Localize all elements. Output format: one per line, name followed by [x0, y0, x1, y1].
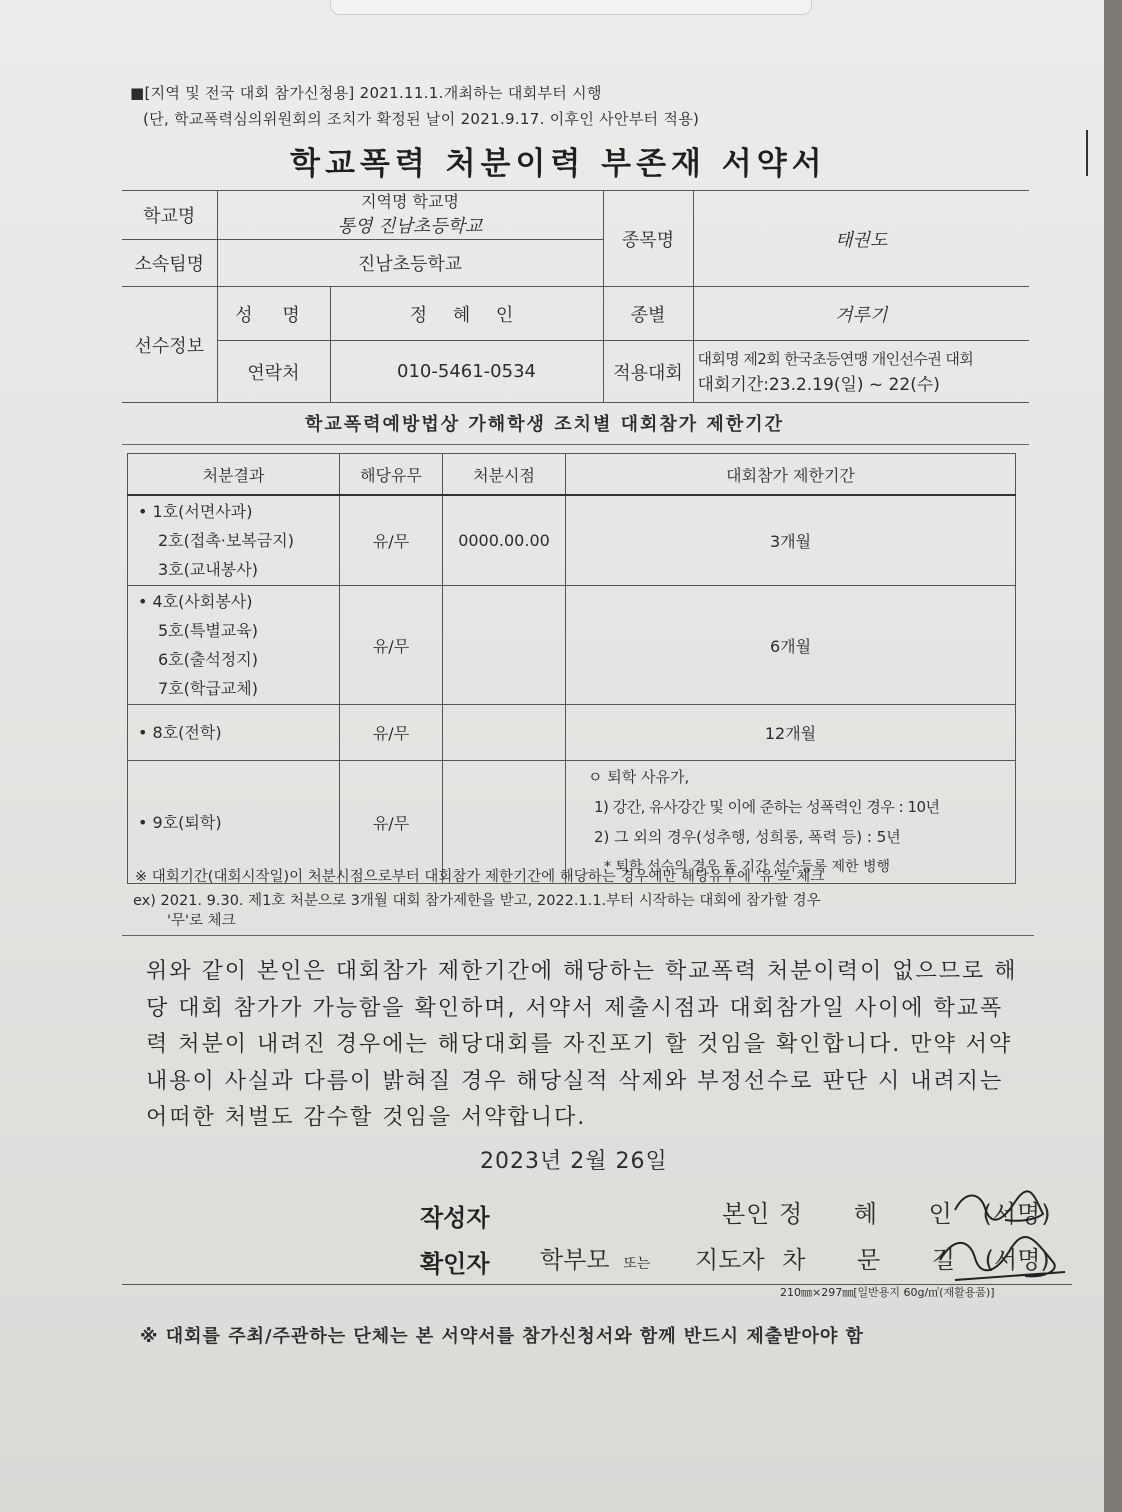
checker-signature-stroke: [940, 1237, 1065, 1280]
period-value: 6개월: [566, 586, 1016, 705]
header-applies: 해당유무: [340, 454, 443, 496]
header-result: 처분결과: [128, 454, 340, 496]
measure-item: • 1호(서면사과): [138, 502, 253, 521]
notice-line-1: ■[지역 및 전국 대회 참가신청용] 2021.11.1.개최하는 대회부터 시행: [130, 84, 602, 102]
checker-role2: 지도자: [695, 1246, 765, 1274]
measure-item: 6호(출석정지): [158, 650, 258, 669]
measures-table: [127, 453, 1016, 884]
header-period: 대회참가 제한기간: [566, 454, 1016, 496]
measure-items: [128, 495, 340, 586]
school-label: 학교명: [122, 191, 217, 240]
checker-sign: (서명): [984, 1246, 1050, 1274]
category-label: 종별: [603, 287, 693, 341]
date-value: [443, 586, 566, 705]
contact-label: 연락처: [217, 341, 330, 403]
checker-role1: 학부모: [540, 1246, 610, 1274]
final-note: ※ 대회를 주최/주관하는 단체는 본 서약서를 참가신청서와 함께 반드시 제출받아야 함: [140, 1326, 864, 1347]
table-row: [128, 586, 1016, 705]
measure-item: • 9호(퇴학): [138, 812, 222, 832]
period-value: 3개월: [566, 495, 1016, 586]
measure-item: 2호(접촉·보복금지): [158, 531, 294, 550]
expulsion-line: ㅇ 퇴학 사유가,: [588, 768, 690, 786]
event-label: 종목명: [603, 191, 693, 287]
applies-value: 유/무: [340, 761, 443, 884]
checker-role: [540, 1240, 656, 1275]
competition-name: 대회명 제2회 한국초등연맹 개인선수권 대회: [697, 349, 974, 368]
date-value: [443, 705, 566, 761]
table-row: [128, 495, 1016, 586]
note-1: ※ 대회기간(대회시작일)이 처분시점으로부터 대회참가 제한기간에 해당하는 경우에만 해당유무에 '유'로 체크: [135, 869, 825, 885]
note-2a: ex) 2021. 9.30. 제1호 처분으로 3개월 대회 참가제한을 받고, 2022.1.1.부터 시작하는 대회에 참가할 경우: [133, 893, 821, 909]
writer-name: 정 혜 인: [779, 1200, 974, 1228]
name-label: 성 명: [217, 287, 330, 341]
applies-value: 유/무: [340, 705, 443, 761]
note-2b: '무'로 체크: [167, 913, 236, 929]
applies-value: 유/무: [340, 495, 443, 586]
paper-spec: 210㎜×297㎜[일반용지 60g/㎡(재활용품)]: [780, 1286, 995, 1299]
pledge-date: 2023년 2월 26일: [480, 1149, 668, 1174]
document-title: 학교폭력 처분이력 부존재 서약서: [290, 146, 827, 182]
pledge-text: 위와 같이 본인은 대회참가 제한기간에 해당하는 학교폭력 처분이력이 없으므로 해당 대회 참가가 가능함을 확인하며, 서약서 제출시점과 대회참가일 사이에 학교폭력 처분이 내려진 경우에는 해당대회를 자진포기 할 것임을 확인합니다. 만약 서약내용이 사실과 다름이 밝혀질 경우 해당실적 삭제와 부정선수로 판단 시 내려지는 어떠한 처벌도 감수할 것임을 서약합니다.: [146, 959, 1018, 1130]
measure-item: 3호(교내봉사): [158, 560, 258, 579]
contact-value: 010-5461-0534: [330, 341, 603, 403]
margin-mark: [1086, 130, 1088, 176]
team-value: 진남초등학교: [217, 240, 603, 287]
checker-name: 차 문 길: [782, 1246, 978, 1274]
notes-divider: [122, 935, 1034, 936]
measure-item: 5호(특별교육): [158, 621, 258, 640]
expulsion-line: * 퇴학 선수의 경우 동 기간 선수등록 제한 병행: [604, 859, 891, 875]
checker-label: 확인자: [420, 1250, 490, 1278]
competition-label: 적용대회: [603, 341, 693, 403]
expulsion-line: 2) 그 외의 경우(성추행, 성희롱, 폭력 등) : 5년: [594, 828, 901, 846]
checker-or: 또는: [623, 1256, 651, 1272]
measure-item: • 4호(사회봉사): [138, 592, 253, 611]
school-value: 통영 진남초등학교: [337, 216, 483, 237]
measure-item: 7호(학급교체): [158, 679, 258, 698]
notice-line-2: (단, 학교폭력심의위원회의 조치가 확정된 날이 2021.9.17. 이후인 사안부터 적용): [143, 110, 700, 128]
table-row: [128, 705, 1016, 761]
note-2: [133, 891, 1038, 931]
player-label: 선수정보: [122, 287, 217, 403]
signature-scribble: [925, 1180, 1075, 1290]
category-value: 겨루기: [693, 287, 1029, 341]
competition-period: 대회기간:23.2.19(일) ~ 22(수): [697, 374, 940, 395]
header-date: 처분시점: [443, 454, 566, 496]
measure-item: • 8호(전학): [138, 723, 222, 742]
school-cell: [217, 191, 603, 240]
writer-signature-stroke: [955, 1191, 1043, 1220]
clipboard-clip: [330, 0, 812, 15]
competition-cell: [693, 341, 1029, 403]
name-value: 정 혜 인: [330, 287, 603, 341]
writer-label: 작성자: [420, 1204, 490, 1232]
measure-items: [128, 705, 340, 761]
writer-role: 본인: [722, 1200, 771, 1228]
school-sub-label: 지역명 학교명: [361, 192, 459, 211]
event-value: 태권도: [693, 191, 1029, 287]
period-value: 12개월: [566, 705, 1016, 761]
section-divider: [122, 444, 1029, 445]
section-title: 학교폭력예방법상 가해학생 조치별 대회참가 제한기간: [305, 414, 784, 435]
expulsion-line: 1) 강간, 유사강간 및 이에 준하는 성폭력인 경우 : 10년: [594, 798, 940, 816]
applies-value: 유/무: [340, 586, 443, 705]
team-label: 소속팀명: [122, 240, 217, 287]
measure-items: [128, 586, 340, 705]
writer-sign: (서명): [982, 1200, 1052, 1228]
date-value: 0000.00.00: [443, 495, 566, 586]
applicant-info-table: [122, 190, 1029, 403]
